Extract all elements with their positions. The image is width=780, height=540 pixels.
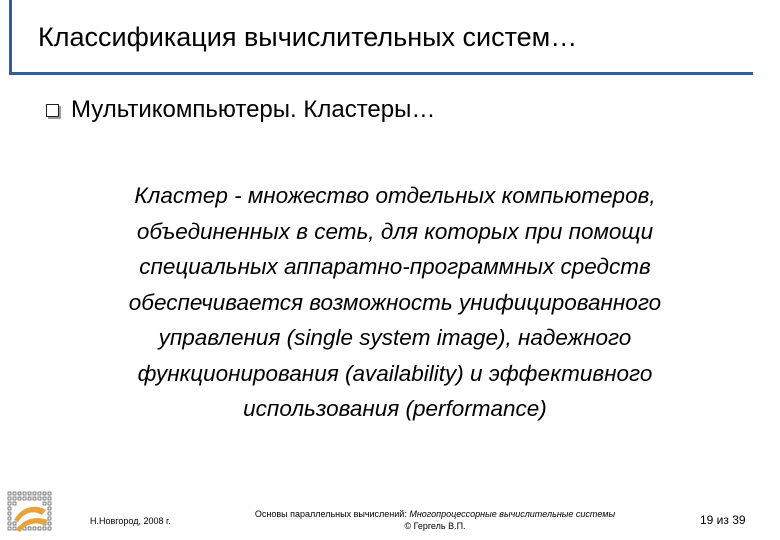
- footer-course-prefix: Основы параллельных вычислений:: [254, 509, 410, 519]
- square-bullet-icon: [46, 104, 59, 117]
- page-number: 19 из 39: [700, 513, 746, 527]
- definition-line: [40, 178, 750, 214]
- definition-line-text: - множество отдельных компьютеров,: [227, 183, 656, 208]
- unn-logo-icon: [6, 490, 56, 540]
- cluster-definition: [40, 178, 750, 427]
- definition-line: управления (single system image), надежного: [158, 325, 632, 350]
- title-accent-vertical: [9, 0, 12, 75]
- definition-line: специальных аппаратно-программных средств: [139, 254, 651, 279]
- bullet-item: [46, 96, 435, 124]
- footer-course: [240, 508, 630, 540]
- definition-line: объединенных в сеть, для которых при помощи: [136, 218, 654, 244]
- footer-city-date: Н.Новгород, 2008 г.: [90, 516, 171, 526]
- footer-author: © Гергель В.П.: [404, 521, 466, 531]
- title-accent-underline: [9, 72, 753, 75]
- definition-term: Кластер: [134, 183, 228, 208]
- definition-line: функционирования (availability) и эффективного: [137, 360, 653, 386]
- slide-title: Классификация вычислительных систем…: [38, 22, 578, 52]
- bullet-text: Мультикомпьютеры. Кластеры…: [71, 96, 436, 123]
- definition-line: использования (performance): [243, 396, 547, 421]
- footer-course-title: Многопроцессорные вычислительные системы: [409, 509, 616, 519]
- definition-line: обеспечивается возможность унифицированного: [128, 289, 662, 315]
